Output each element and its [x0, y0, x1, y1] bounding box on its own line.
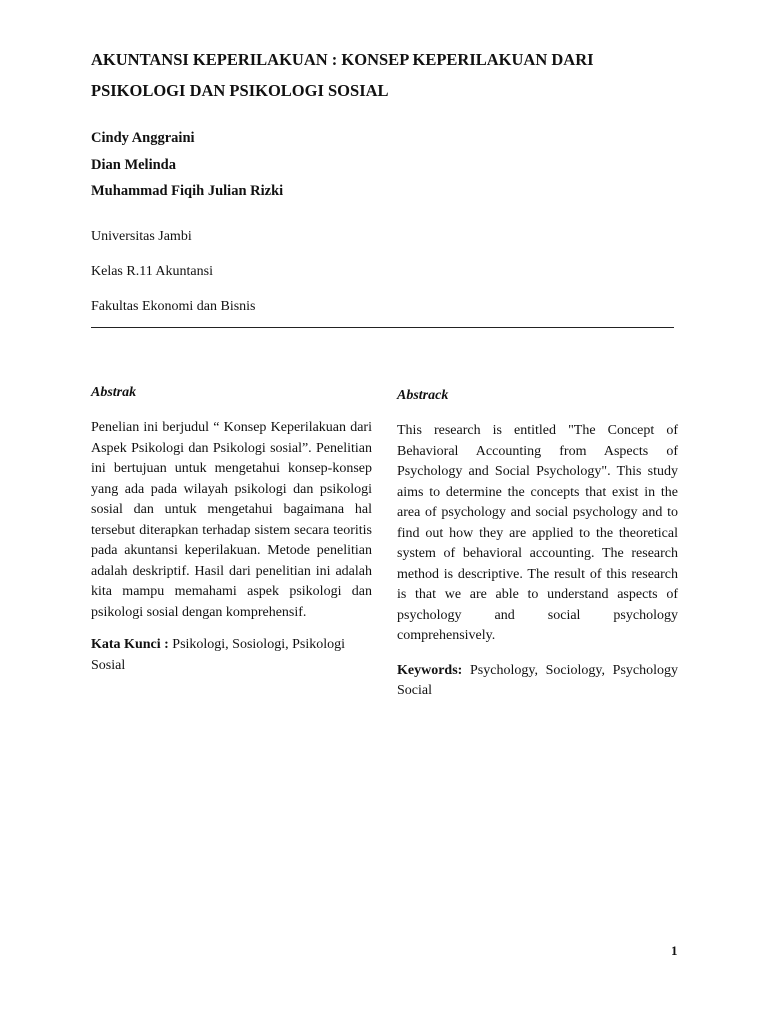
keywords-label: Kata Kunci :	[91, 637, 169, 652]
author-name: Cindy Anggraini	[91, 130, 195, 146]
abstract-en-keywords	[397, 661, 678, 702]
keywords-value: Psikologi, Sosiologi, Psikologi Sosial	[91, 637, 345, 673]
abstract-en-body	[397, 421, 678, 702]
keywords-value: Psychology, Sociology, Psychology Social	[397, 662, 679, 698]
abstract-id-heading-wrap	[91, 383, 372, 404]
paper-title: AKUNTANSI KEPERILAKUAN : KONSEP KEPERILAKUAN DARI PSIKOLOGI DAN PSIKOLOGI SOSIAL	[91, 50, 594, 100]
abstract-id-heading: Abstrak	[91, 385, 137, 400]
keywords-label: Keywords:	[397, 662, 463, 678]
header-divider	[91, 327, 674, 328]
abstract-en-heading-wrap	[397, 386, 678, 407]
author-name: Muhammad Fiqih Julian Rizki	[91, 183, 284, 199]
abstract-en-text: This research is entitled "The Concept of Behavioral Accounting from Aspects of Psychology and Social Psychology". This study aims to determine the concepts that exist in the area of psychology and social psychology and to find out how they are applied to the theoretical system of behavioral accounting. The research method is descriptive. The result of this research is that we are able to understand aspects of psychology and social psychology comprehensively.	[397, 423, 678, 643]
abstract-en-heading: Abstrack	[397, 388, 449, 403]
affiliation-university: Universitas Jambi	[91, 229, 192, 244]
page-number: 1	[671, 943, 678, 958]
affiliation-faculty: Fakultas Ekonomi dan Bisnis	[91, 299, 256, 314]
affiliation-class: Kelas R.11 Akuntansi	[91, 264, 213, 279]
abstract-id-text: Penelian ini berjudul “ Konsep Keperilakuan dari Aspek Psikologi dan Psikologi sosial”. Penelitian ini bertujuan untuk mengetahui konsep-konsep yang ada pada wilayah psikologi dan psikologi sosial dan untuk mengetahui bagaimana hal tersebut diterapkan terhadap sistem secara teoritis pada akuntansi keperilakuan. Metode penelitian adalah deskriptif. Hasil dari penelitian ini adalah kita mampu memahami aspek psikologi dan psikologi sosial dengan komprehensif.	[91, 420, 372, 620]
author-list	[91, 125, 283, 205]
abstract-id-keywords	[91, 635, 372, 676]
abstract-id-body	[91, 418, 372, 676]
author-name: Dian Melinda	[91, 156, 176, 173]
